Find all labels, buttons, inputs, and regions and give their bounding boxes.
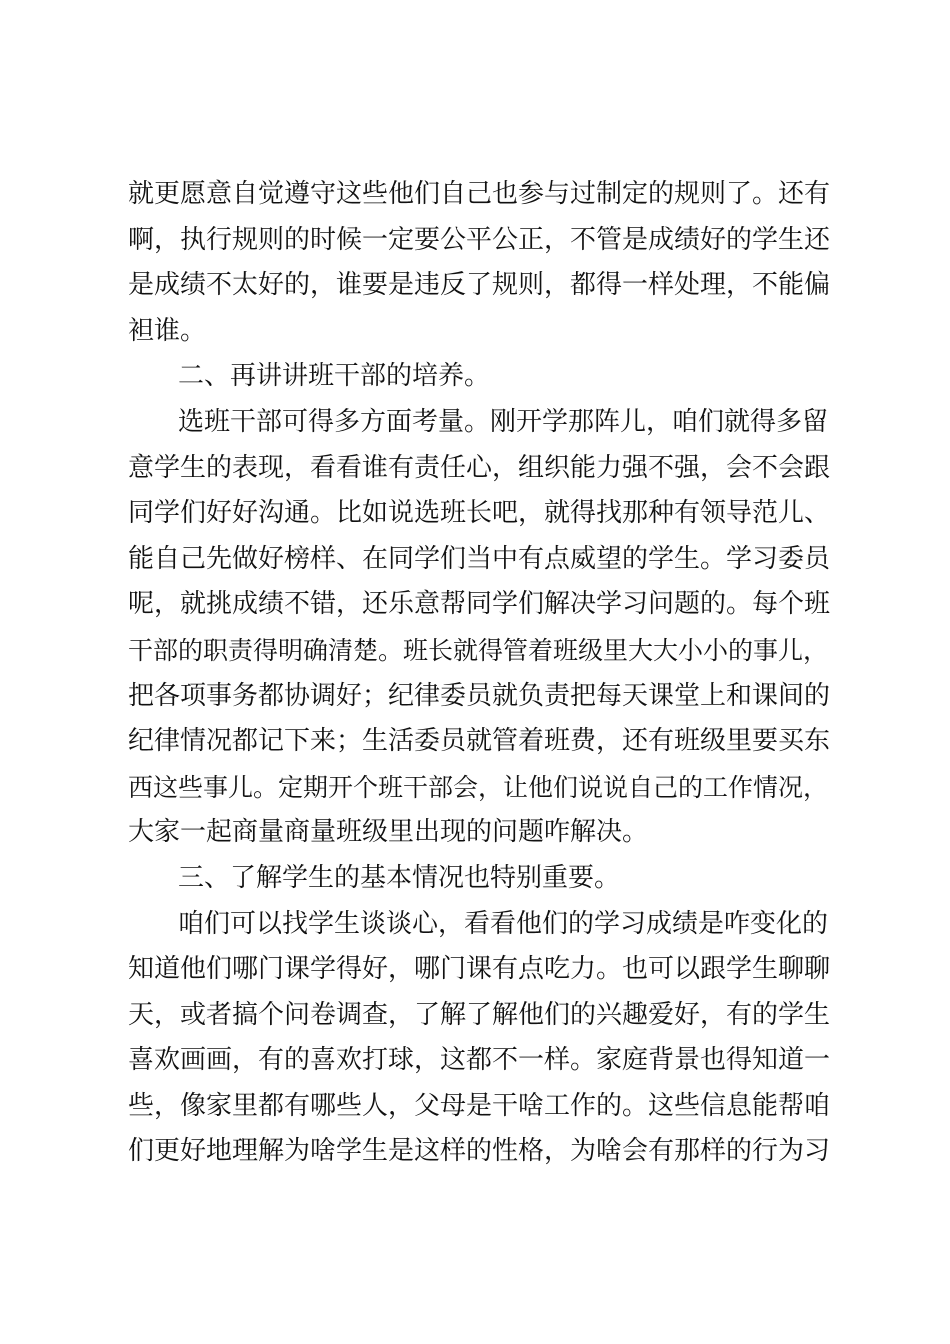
section-heading: 二、再讲讲班干部的培养。 (178, 361, 491, 392)
text-line: 咱们可以找学生谈谈心，看看他们的学习成绩是咋变化的 (178, 908, 829, 939)
text-line: 是成绩不太好的，谁要是违反了规则，都得一样处理，不能偏 (128, 270, 831, 301)
document-body (128, 172, 838, 1175)
text-line: 能自己先做好榜样、在同学们当中有点威望的学生。学习委员 (128, 543, 831, 574)
text-line: 就更愿意自觉遵守这些他们自己也参与过制定的规则了。还有 (128, 179, 831, 209)
text-line: 天，或者搞个问卷调查，了解了解他们的兴趣爱好，有的学生 (128, 999, 831, 1030)
text-line: 干部的职责得明确清楚。班长就得管着班级里大大小小的事儿， (128, 635, 829, 665)
text-line: 喜欢画画，有的喜欢打球，这都不一样。家庭背景也得知道一 (128, 1045, 831, 1076)
text-line: 西这些事儿。定期开个班干部会，让他们说说自己的工作情况， (128, 772, 829, 802)
text-line: 选班干部可得多方面考量。刚开学那阵儿，咱们就得多留 (178, 406, 829, 437)
text-line: 纪律情况都记下来；生活委员就管着班费，还有班级里要买东 (128, 726, 831, 757)
text-line: 呢，就挑成绩不错，还乐意帮同学们解决学习问题的。每个班 (128, 589, 831, 620)
text-line: 同学们好好沟通。比如说选班长吧，就得找那种有领导范儿、 (128, 498, 831, 529)
section-heading: 三、了解学生的基本情况也特别重要。 (178, 862, 621, 893)
text-line: 把各项事务都协调好；纪律委员就负责把每天课堂上和课间的 (128, 680, 831, 711)
text-line: 们更好地理解为啥学生是这样的性格，为啥会有那样的行为习 (128, 1136, 831, 1167)
text-line: 袒谁。 (128, 315, 207, 346)
text-line: 啊，执行规则的时候一定要公平公正，不管是成绩好的学生还 (128, 224, 831, 255)
text-line: 大家一起商量商量班级里出现的问题咋解决。 (128, 817, 649, 848)
text-line: 知道他们哪门课学得好，哪门课有点吃力。也可以跟学生聊聊 (128, 954, 831, 985)
text-line: 些，像家里都有哪些人，父母是干啥工作的。这些信息能帮咱 (128, 1090, 831, 1121)
text-line: 意学生的表现，看看谁有责任心，组织能力强不强，会不会跟 (128, 452, 831, 483)
